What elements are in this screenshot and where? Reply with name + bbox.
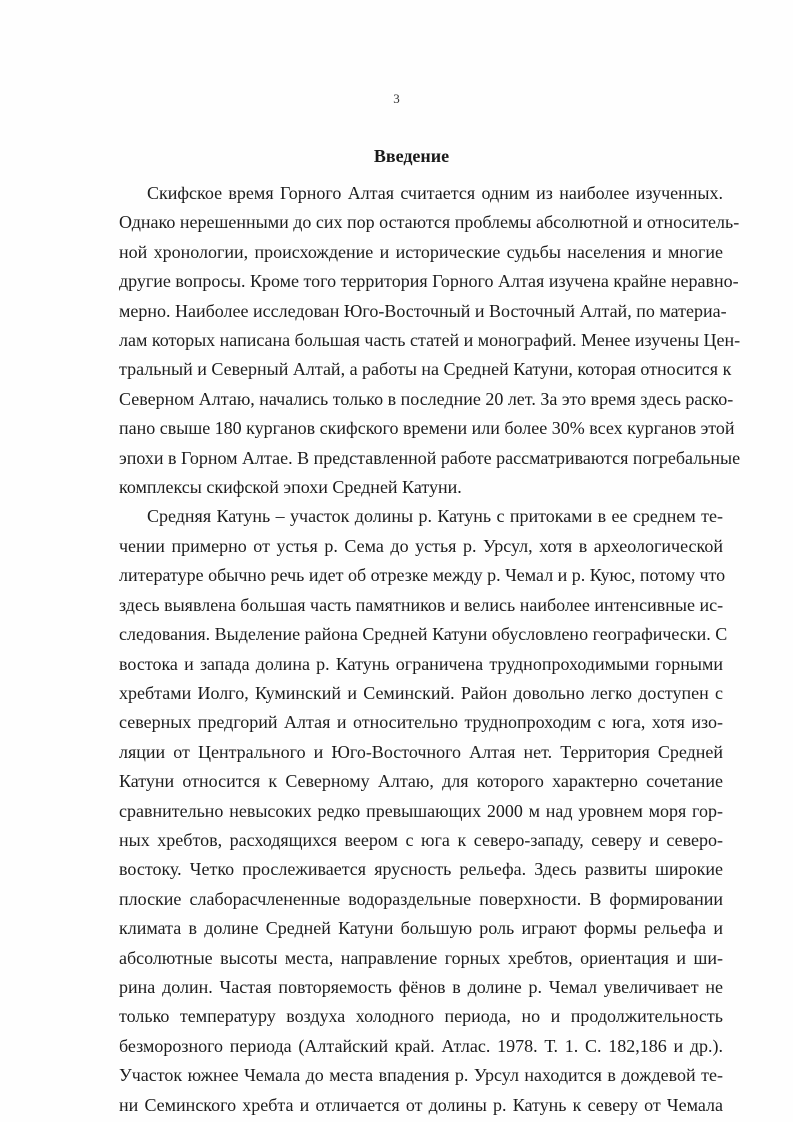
text-line: пано свыше 180 курганов скифского времени или более 30% всех курганов этой <box>119 418 735 439</box>
text-line: Средняя Катунь – участок долины р. Катунь с притоками в ее среднем те- <box>147 506 723 527</box>
text-line: тральный и Северный Алтай, а работы на Средней Катуни, которая относится к <box>119 359 732 380</box>
text-line: востока и запада долина р. Катунь ограничена труднопроходимыми горными <box>119 653 723 674</box>
text-line: здесь выявлена большая часть памятников и велись наиболее интенсивные ис- <box>119 594 724 615</box>
paragraph-2 <box>119 502 728 1120</box>
text-line: Северном Алтаю, начались только в последние 20 лет. За это время здесь раско- <box>119 388 734 409</box>
text-line: хребтами Иолго, Куминский и Семинский. Район довольно легко доступен с <box>119 682 723 703</box>
text-line: мерно. Наиболее исследован Юго-Восточный и Восточный Алтай, по материа- <box>119 300 727 321</box>
section-title: Введение <box>373 146 450 166</box>
text-line: северных предгорий Алтая и относительно труднопроходим с юга, хотя изо- <box>119 712 723 733</box>
text-line: сравнительно невысоких редко превышающих 2000 м над уровнем моря гор- <box>119 800 723 821</box>
text-line: лам которых написана большая часть статей и монографий. Менее изучены Цен- <box>119 330 741 351</box>
text-line: комплексы скифской эпохи Средней Катуни. <box>119 477 462 498</box>
page-number: 3 <box>393 91 400 106</box>
text-line: ни Семинского хребта и отличается от долины р. Катунь к северу от Чемала <box>119 1094 723 1115</box>
text-line: ных хребтов, расходящихся веером с юга к северо-западу, северу и северо- <box>119 829 723 850</box>
text-line: климата в долине Средней Катуни большую роль играют формы рельефа и <box>119 918 723 939</box>
text-line: Участок южнее Чемала до места впадения р. Урсул находится в дождевой те- <box>119 1065 723 1086</box>
text-line: востоку. Четко прослеживается ярусность рельефа. Здесь развиты широкие <box>119 859 723 880</box>
text-line: абсолютные высоты места, направление горных хребтов, ориентация и ши- <box>119 947 723 968</box>
text-line: следования. Выделение района Средней Катуни обусловлено географически. С <box>119 624 728 645</box>
text-line: ляции от Центрального и Юго-Восточного Алтая нет. Территория Средней <box>119 741 723 762</box>
text-line: Скифское время Горного Алтая считается одним из наиболее изученных. <box>147 183 723 203</box>
text-line: эпохи в Горном Алтае. В представленной работе рассматриваются погребальные <box>119 447 741 468</box>
text-line: литературе обычно речь идет об отрезке между р. Чемал и р. Куюс, потому что <box>119 565 726 586</box>
body-text <box>119 179 741 1120</box>
text-line: рина долин. Частая повторяемость фёнов в долине р. Чемал увеличивает не <box>119 976 723 997</box>
text-line: Однако нерешенными до сих пор остаются проблемы абсолютной и относитель- <box>119 212 740 233</box>
text-line: только температуру воздуха холодного периода, но и продолжительность <box>119 1006 723 1027</box>
text-line: безморозного периода (Алтайский край. Атлас. 1978. Т. 1. С. 182,186 и др.). <box>119 1035 723 1056</box>
text-line: Катуни относится к Северному Алтаю, для которого характерно сочетание <box>119 771 723 792</box>
text-line: другие вопросы. Кроме того территория Горного Алтая изучена крайне неравно- <box>119 271 739 292</box>
text-line: плоские слаборасчлененные водораздельные поверхности. В формировании <box>119 888 723 909</box>
text-line: ной хронологии, происхождение и исторические судьбы населения и многие <box>119 241 723 262</box>
paragraph-1 <box>119 179 741 502</box>
text-line: чении примерно от устья р. Сема до устья р. Урсул, хотя в археологической <box>119 535 723 556</box>
